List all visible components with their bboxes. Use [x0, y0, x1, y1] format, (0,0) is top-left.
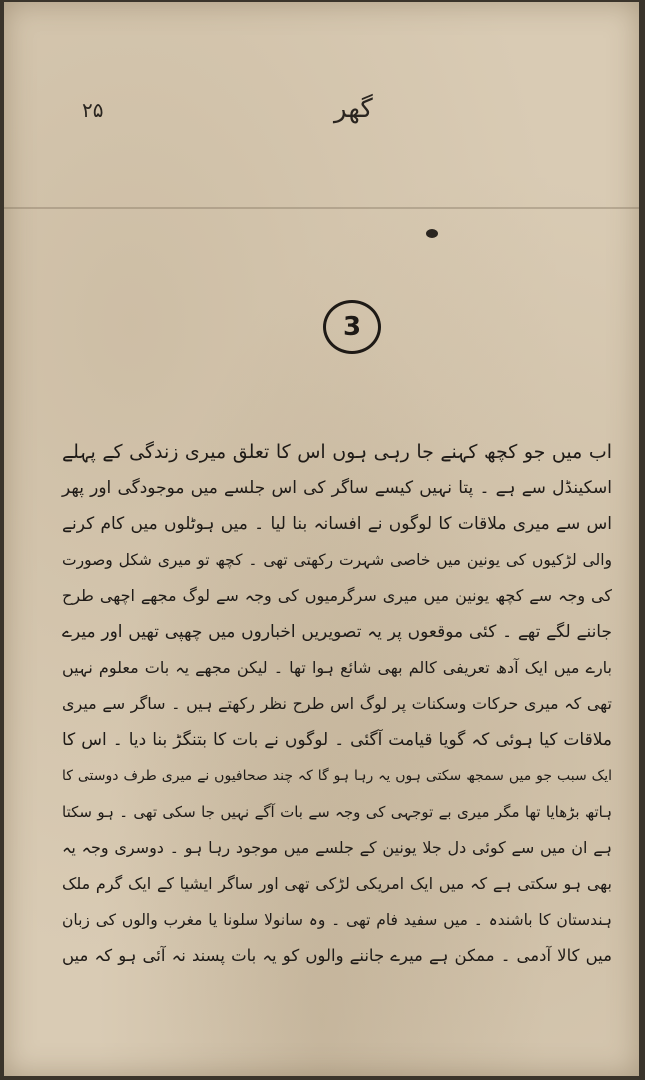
text-line: بھی ہو سکتی ہے کہ میں ایک امریکی لڑکی تھی اور ساگر ایشیا کے ایک گرم ملک — [62, 874, 612, 893]
text-line: اس سے میری ملاقات کا لوگوں نے افسانہ بنا لیا ۔ میں ہوٹلوں میں کام کرنے — [62, 514, 612, 534]
text-line: والی لڑکیوں کی یونین میں خاصی شہرت رکھتی تھی ۔ کچھ تو میری شکل وصورت — [62, 551, 612, 569]
page-number: ۲۵ — [82, 98, 104, 122]
ink-stain — [426, 229, 438, 238]
text-line: ہے ان میں سے کوئی دل جلا یونین کے جلسے میں موجود رہا ہو ۔ دوسری وجہ یہ — [62, 838, 612, 857]
page-fold-line — [4, 207, 639, 209]
running-header: گھر — [334, 94, 373, 124]
book-page — [4, 2, 639, 1076]
text-line: ہندستان کا باشندہ ۔ میں سفید فام تھی ۔ وہ سانولا سلونا یا مغرب والوں کی زبان — [62, 911, 612, 929]
text-line: ملاقات کیا ہوئی کہ گویا قیامت آگئی ۔ لوگوں نے بات کا بتنگڑ بنا دیا ۔ اس کا — [62, 730, 612, 750]
chapter-number-circle — [323, 300, 381, 354]
text-line: بارے میں ایک آدھ تعریفی کالم بھی شائع ہوا تھا ۔ لیکن مجھے یہ بات معلوم نہیں — [62, 658, 612, 677]
text-line: جاننے لگے تھے ۔ کئی موقعوں پر یہ تصویریں اخباروں میں چھپی تھیں اور میرے — [62, 622, 612, 642]
text-line: ایک سبب جو میں سمجھ سکتی ہوں یہ رہا ہو گا کہ چند صحافیوں نے میری طرف دوستی کا — [62, 768, 612, 784]
chapter-number: 3 — [342, 312, 362, 342]
text-line: میں کالا آدمی ۔ ممکن ہے میرے جاننے والوں کو یہ بات پسند نہ آئی ہو کہ میں — [62, 946, 612, 965]
body-text — [62, 434, 612, 974]
text-line: کی وجہ سے کچھ یونین میں میری سرگرمیوں کی وجہ سے لوگ مجھے اچھی طرح — [62, 586, 612, 605]
text-line: اسکینڈل سے ہے ۔ پتا نہیں کیسے ساگر کی اس جلسے میں موجودگی اور پھر — [62, 478, 612, 498]
text-line: تھی کہ میری حرکات وسکنات پر لوگ اس طرح نظر رکھتے ہیں ۔ ساگر سے میری — [62, 694, 612, 713]
text-line: اب میں جو کچھ کہنے جا رہی ہوں اس کا تعلق میری زندگی کے پہلے — [62, 441, 612, 463]
text-line: ہاتھ بڑھایا تھا مگر میری بے توجہی کی وجہ سے بات آگے نہیں جا سکی تھی ۔ ہو سکتا — [62, 803, 612, 821]
